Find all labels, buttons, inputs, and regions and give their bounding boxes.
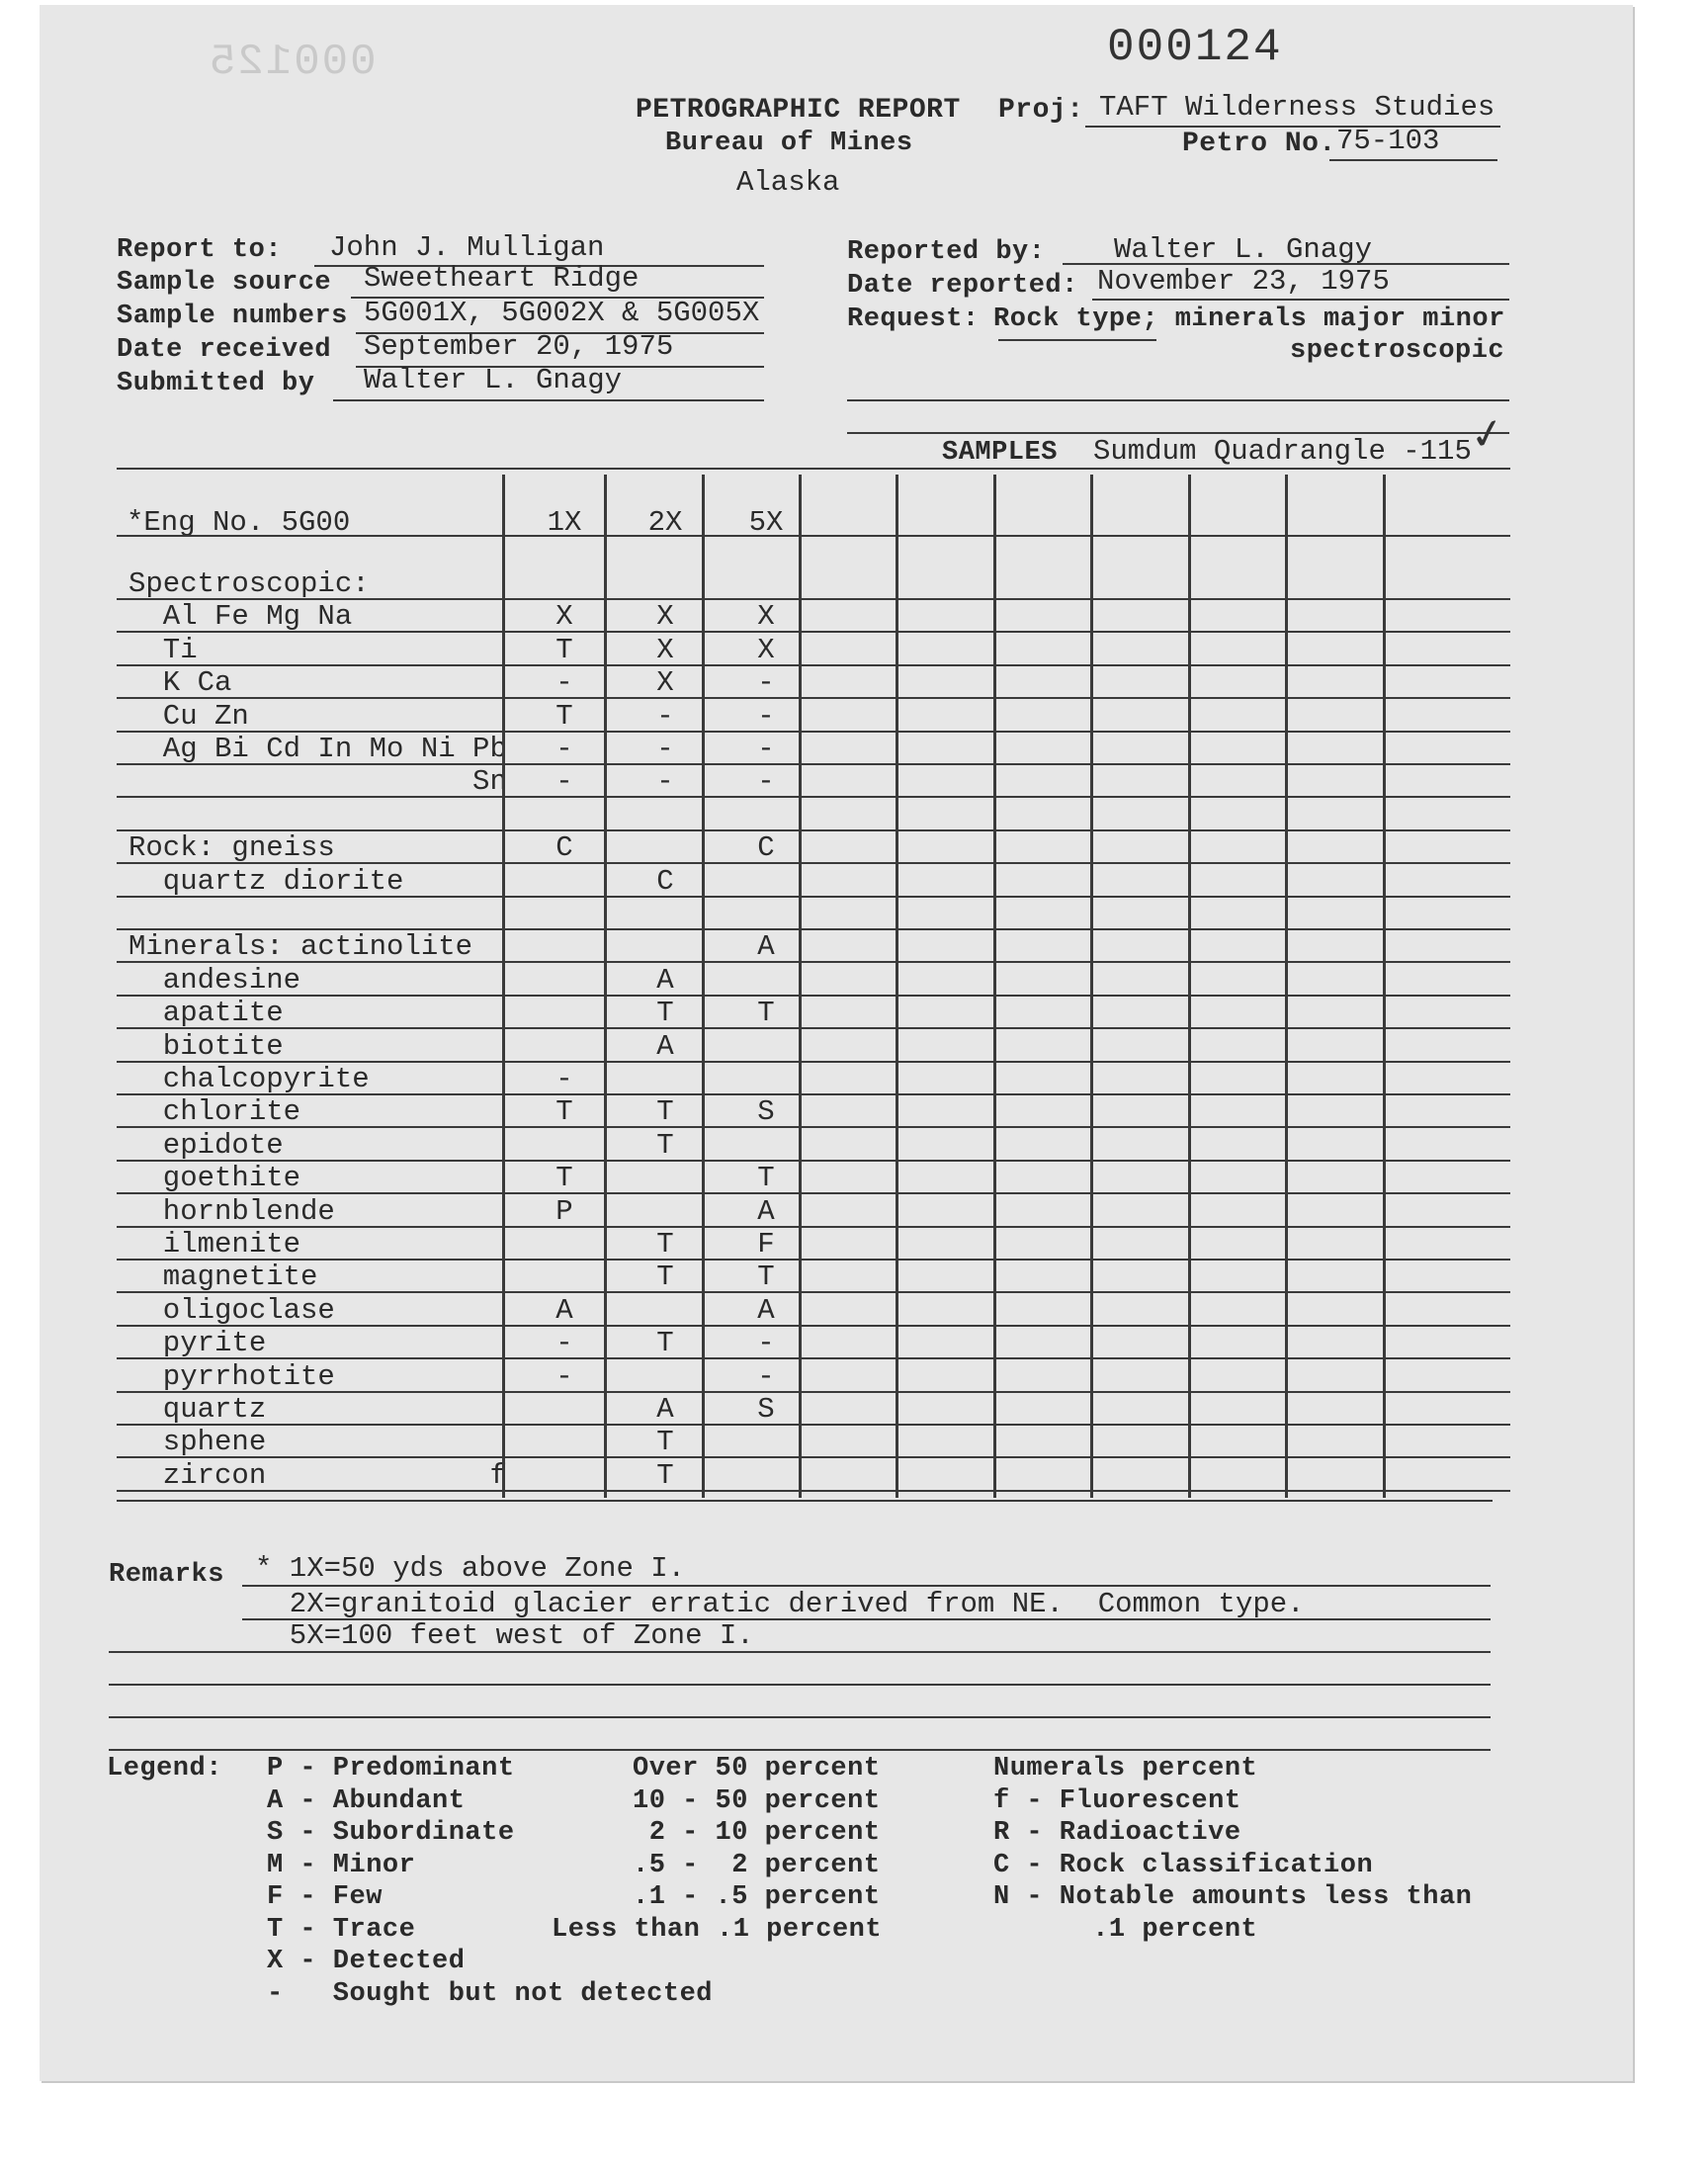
request-underline <box>998 339 1156 341</box>
legend-col2-item: Less than .1 percent <box>552 1914 883 1945</box>
column-rule <box>799 475 802 1498</box>
row-rule <box>117 1424 1510 1426</box>
row-rule <box>117 1126 1510 1128</box>
row-rule <box>117 961 1510 963</box>
row-label: Cu Zn <box>128 699 249 733</box>
submitted-by-underline <box>333 399 764 401</box>
header-bottom-line <box>117 535 1510 537</box>
remarks-label: Remarks <box>109 1560 224 1590</box>
cell-5x: - <box>757 765 775 799</box>
cell-1x: T <box>555 699 573 733</box>
row-rule <box>117 796 1510 798</box>
region-name: Alaska <box>736 166 840 199</box>
column-header-2x: 2X <box>647 506 683 539</box>
request-blank-line-2 <box>847 432 1509 434</box>
eng-number-label: *Eng No. 5G00 <box>127 506 351 539</box>
row-rule <box>117 1027 1510 1029</box>
legend-col1-item: P - Predominant <box>267 1754 515 1784</box>
cell-5x: S <box>757 1393 775 1426</box>
row-label: pyrrhotite <box>128 1359 335 1393</box>
legend-col2-item: 2 - 10 percent <box>633 1818 881 1848</box>
request-value: Rock type; minerals major minor <box>993 304 1505 334</box>
cell-2x: T <box>656 1228 674 1261</box>
cell-1x: - <box>555 1063 573 1095</box>
row-label: K Ca <box>128 666 232 700</box>
legend-col1-item: A - Abundant <box>267 1785 466 1816</box>
column-rule <box>1383 475 1386 1498</box>
legend-col3-item: Numerals percent <box>993 1754 1258 1784</box>
cell-5x: C <box>757 831 775 865</box>
cell-1x: T <box>555 1095 573 1129</box>
legend-col1-item: M - Minor <box>267 1850 416 1880</box>
proj-value: TAFT Wilderness Studies <box>1099 91 1495 124</box>
cell-5x: - <box>757 666 775 700</box>
sample-numbers-label: Sample numbers <box>117 302 348 331</box>
report-title: PETROGRAPHIC REPORT <box>636 95 961 126</box>
legend-col2-item: .5 - 2 percent <box>633 1850 881 1880</box>
cell-5x: F <box>757 1228 775 1261</box>
row-label: pyrite <box>128 1327 267 1360</box>
legend-col3-item: C - Rock classification <box>993 1850 1374 1880</box>
cell-5x: X <box>757 600 775 634</box>
row-label: epidote <box>128 1128 284 1162</box>
cell-1x: T <box>555 633 573 666</box>
remark-line-1: * 1X=50 yds above Zone I. <box>255 1552 686 1585</box>
row-label: Minerals: actinolite <box>128 930 473 964</box>
cell-2x: X <box>656 633 674 666</box>
column-rule <box>1285 475 1288 1498</box>
remark-underline-5 <box>109 1716 1491 1718</box>
cell-1x: - <box>555 1359 573 1393</box>
cell-5x: T <box>757 997 775 1030</box>
row-label: goethite <box>128 1162 301 1195</box>
remark-underline-3 <box>109 1651 1491 1653</box>
cell-5x: A <box>757 1293 775 1327</box>
agency-name: Bureau of Mines <box>665 129 913 158</box>
cell-2x: T <box>656 1327 674 1360</box>
row-label: magnetite <box>128 1261 318 1294</box>
row-label: quartz diorite <box>128 864 404 898</box>
row-label: ilmenite <box>128 1228 301 1261</box>
cell-1x: T <box>555 1162 573 1195</box>
submitted-by-value: Walter L. Gnagy <box>364 364 623 396</box>
sample-numbers-value: 5G001X, 5G002X & 5G005X <box>364 297 760 329</box>
cell-1x: - <box>555 666 573 700</box>
check-mark-icon: ✓ <box>1468 407 1506 467</box>
cell-5x: S <box>757 1095 775 1129</box>
legend-col2-item: .1 - .5 percent <box>633 1882 881 1912</box>
report-to-value: John J. Mulligan <box>329 231 605 264</box>
column-rule <box>604 475 607 1498</box>
column-rule <box>1188 475 1191 1498</box>
sample-source-label: Sample source <box>117 268 332 298</box>
petro-value: 75-103 <box>1336 125 1440 157</box>
row-label: Spectroscopic: <box>128 567 370 600</box>
cell-5x: T <box>757 1162 775 1195</box>
row-label: chalcopyrite <box>128 1063 370 1095</box>
column-header-5x: 5X <box>748 506 784 539</box>
column-rule <box>993 475 996 1498</box>
remark-underline-2 <box>242 1618 1491 1620</box>
cell-2x: T <box>656 1458 674 1492</box>
cell-1x: - <box>555 733 573 765</box>
row-label: quartz <box>128 1393 267 1426</box>
table-bottom-line <box>117 1500 1493 1502</box>
cell-2x: A <box>656 963 674 997</box>
petro-underline <box>1329 159 1497 161</box>
submitted-by-label: Submitted by <box>117 369 315 398</box>
date-reported-value: November 23, 1975 <box>1097 265 1390 298</box>
legend-col3-item: f - Fluorescent <box>993 1785 1241 1816</box>
remark-underline-1 <box>242 1585 1491 1587</box>
legend-col3-item: .1 percent <box>993 1914 1258 1945</box>
cell-1x: - <box>555 1327 573 1360</box>
row-label: apatite <box>128 997 284 1030</box>
row-label: hornblende <box>128 1194 335 1228</box>
column-rule <box>502 475 505 1498</box>
row-label: chlorite <box>128 1095 301 1129</box>
remark-line-3: 5X=100 feet west of Zone I. <box>255 1619 754 1652</box>
row-label: zircon f <box>128 1458 507 1492</box>
cell-2x: T <box>656 1261 674 1294</box>
proj-label: Proj: <box>998 95 1084 126</box>
row-label: Rock: gneiss <box>128 831 335 865</box>
report-to-label: Report to: <box>117 235 283 265</box>
cell-2x: T <box>656 997 674 1030</box>
cell-2x: T <box>656 1095 674 1129</box>
legend-col1-item: T - Trace <box>267 1914 416 1945</box>
reported-by-value: Walter L. Gnagy <box>1114 233 1373 266</box>
row-label: Sn <box>128 765 507 799</box>
legend-col2-item: Over 50 percent <box>633 1754 881 1784</box>
cell-5x: A <box>757 1194 775 1228</box>
legend-col1-item: S - Subordinate <box>267 1818 515 1848</box>
row-rule <box>117 896 1510 898</box>
column-header-1x: 1X <box>547 506 582 539</box>
cell-2x: X <box>656 666 674 700</box>
faint-page-number: 000125 <box>208 38 377 87</box>
cell-5x: T <box>757 1261 775 1294</box>
legend-col1-item: X - Detected <box>267 1947 466 1976</box>
cell-2x: C <box>656 864 674 898</box>
row-rule <box>117 1490 1510 1492</box>
legend-col1-item: - Sought but not detected <box>267 1978 713 2009</box>
row-label: Al Fe Mg Na <box>128 600 353 634</box>
sample-source-value: Sweetheart Ridge <box>364 262 640 295</box>
date-reported-label: Date reported: <box>847 271 1078 301</box>
row-label: Ag Bi Cd In Mo Ni Pb <box>128 733 507 765</box>
row-label: Ti <box>128 633 198 666</box>
table-top-line <box>117 468 1510 470</box>
cell-1x: A <box>555 1293 573 1327</box>
remark-underline-4 <box>109 1684 1491 1686</box>
legend-col1-item: F - Few <box>267 1882 383 1912</box>
row-label: biotite <box>128 1029 284 1063</box>
cell-5x: - <box>757 1327 775 1360</box>
cell-2x: - <box>656 765 674 799</box>
row-label: andesine <box>128 963 301 997</box>
legend-col3-item: N - Notable amounts less than <box>993 1882 1473 1912</box>
date-reported-underline <box>1092 299 1509 301</box>
date-received-value: September 20, 1975 <box>364 330 674 363</box>
cell-1x: X <box>555 600 573 634</box>
cell-2x: T <box>656 1426 674 1459</box>
legend-col3-item: R - Radioactive <box>993 1818 1241 1848</box>
date-received-label: Date received <box>117 335 332 365</box>
request-value-continued: spectroscopic <box>1290 336 1505 366</box>
request-label: Request: <box>847 304 980 334</box>
column-rule <box>1090 475 1093 1498</box>
column-rule <box>702 475 705 1498</box>
cell-2x: T <box>656 1128 674 1162</box>
page-number-stamp: 000124 <box>1107 22 1283 73</box>
remark-line-2: 2X=granitoid glacier erratic derived from NE. Common type. <box>255 1588 1305 1620</box>
cell-2x: - <box>656 733 674 765</box>
row-label: sphene <box>128 1426 267 1459</box>
samples-label: SAMPLES <box>942 438 1058 468</box>
remark-underline-6 <box>109 1749 1491 1751</box>
cell-2x: - <box>656 699 674 733</box>
cell-5x: - <box>757 699 775 733</box>
cell-1x: C <box>555 831 573 865</box>
cell-5x: - <box>757 733 775 765</box>
column-rule <box>896 475 898 1498</box>
legend-col2-item: 10 - 50 percent <box>633 1785 881 1816</box>
cell-1x: P <box>555 1194 573 1228</box>
petro-label: Petro No. <box>1182 129 1336 159</box>
cell-2x: A <box>656 1029 674 1063</box>
legend-label: Legend: <box>107 1754 222 1784</box>
cell-2x: X <box>656 600 674 634</box>
request-blank-line-1 <box>847 399 1509 401</box>
cell-1x: - <box>555 765 573 799</box>
reported-by-label: Reported by: <box>847 237 1046 267</box>
cell-5x: A <box>757 930 775 964</box>
samples-value: Sumdum Quadrangle -115 <box>1093 435 1472 468</box>
cell-5x: X <box>757 633 775 666</box>
cell-5x: - <box>757 1359 775 1393</box>
row-label: oligoclase <box>128 1293 335 1327</box>
cell-2x: A <box>656 1393 674 1426</box>
